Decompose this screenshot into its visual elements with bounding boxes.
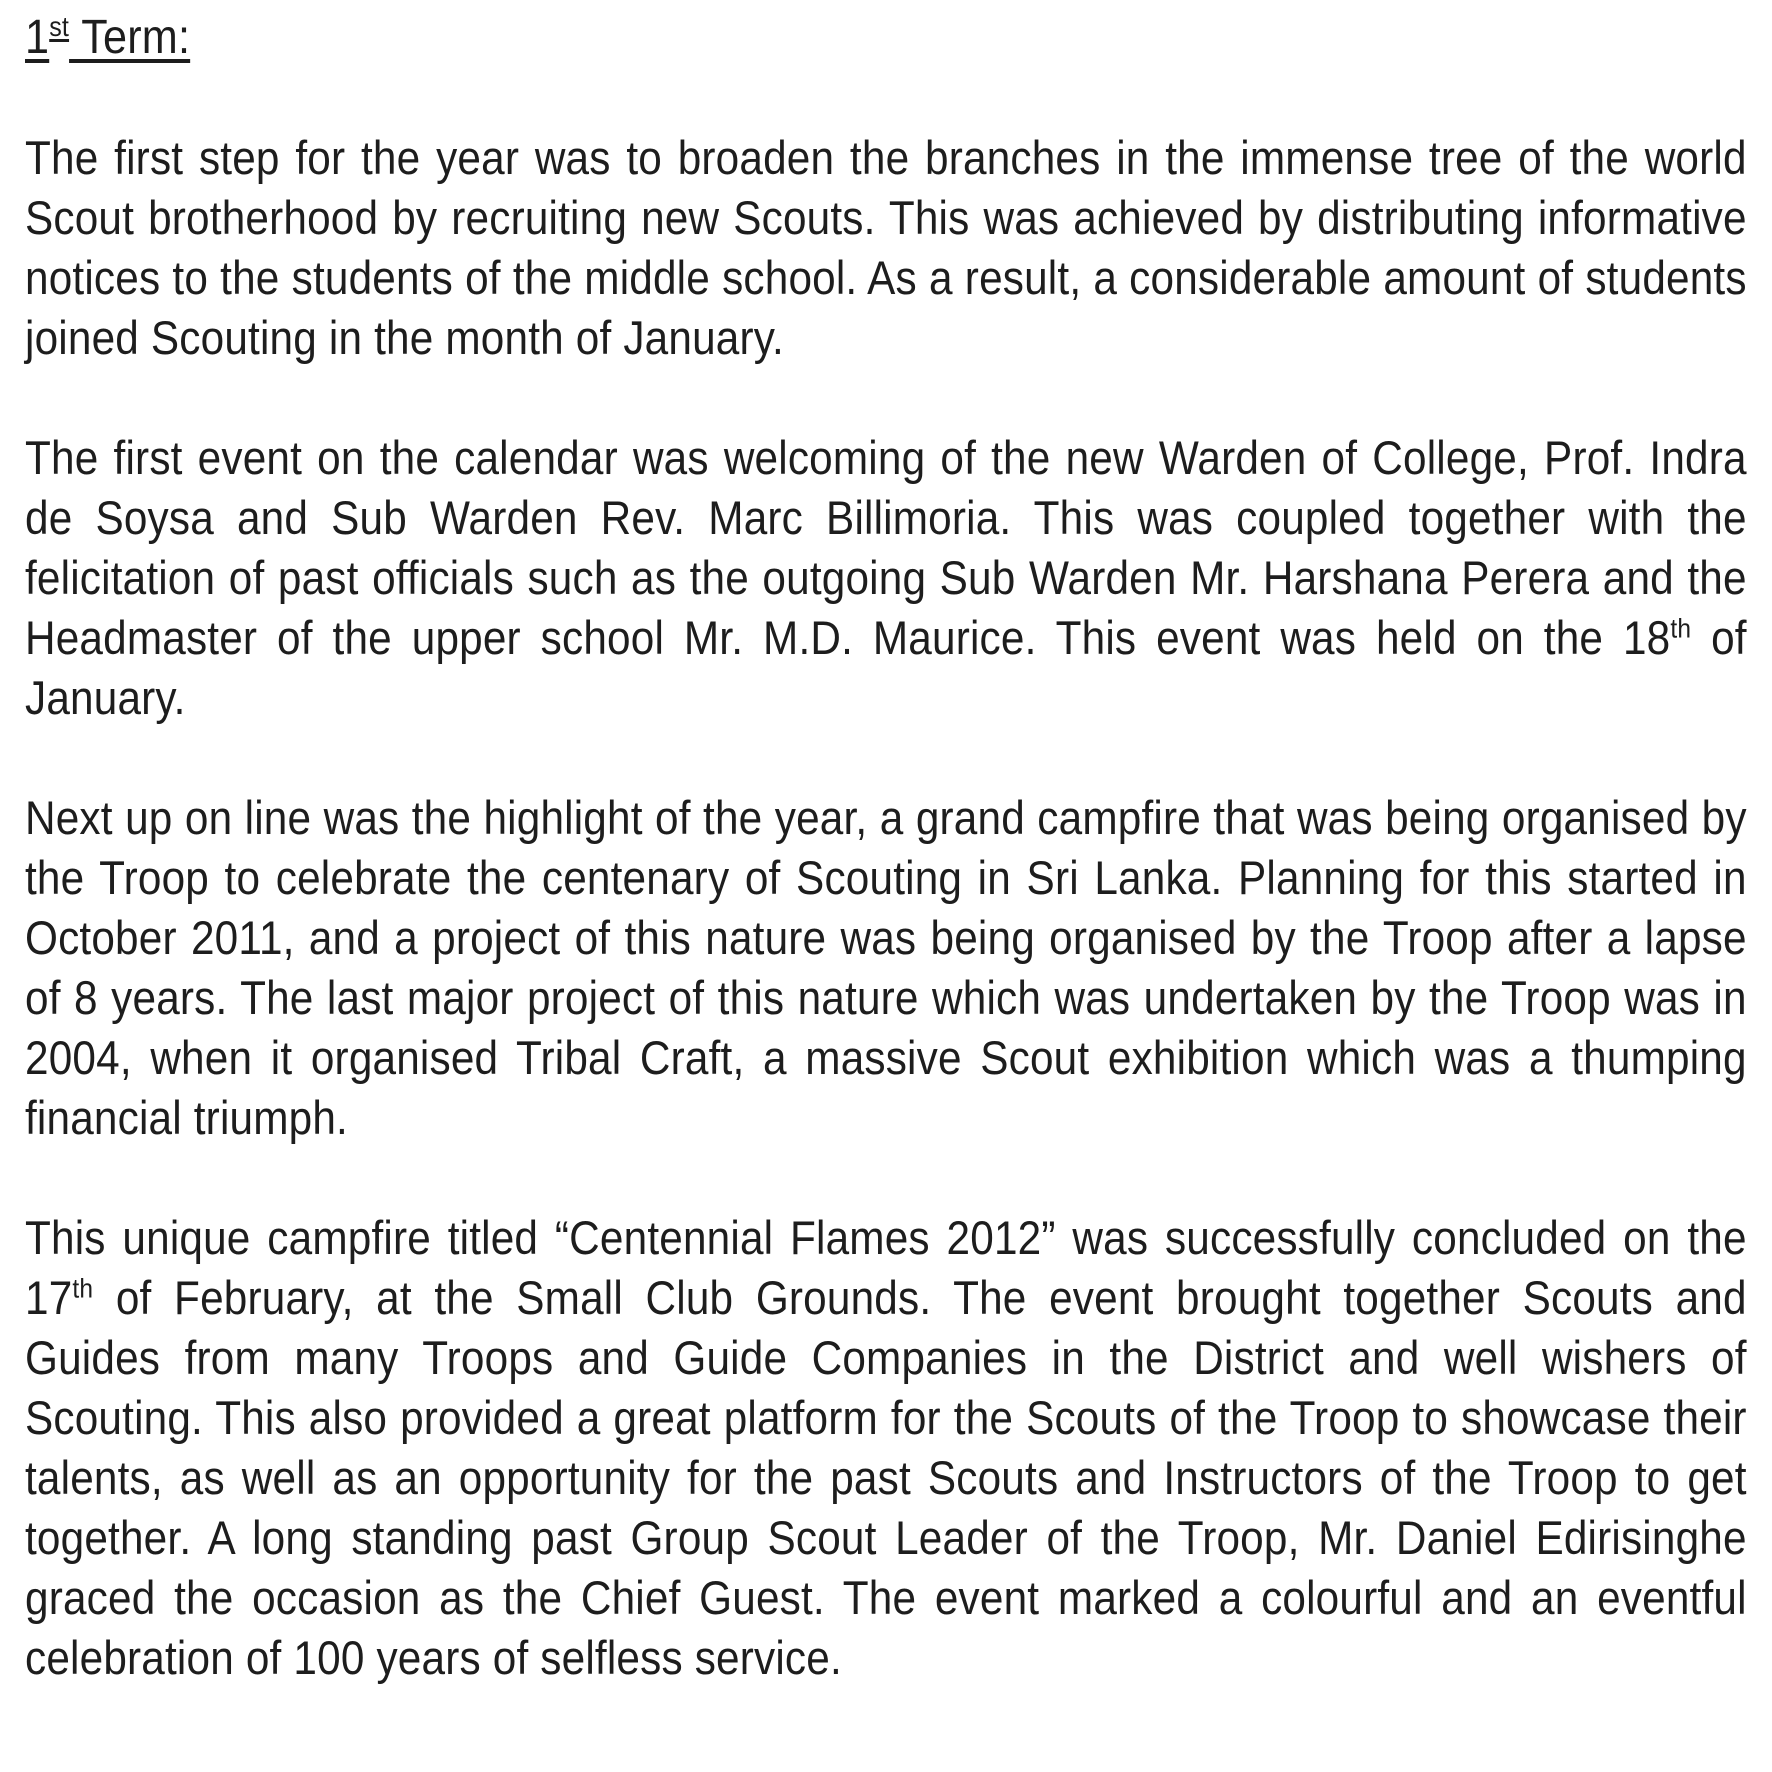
section-heading: [25, 8, 1747, 68]
ordinal-superscript: th: [1670, 612, 1692, 644]
paragraph: This unique campfire titled “Centennial Flames 2012” was successfully concluded on the 17th of February, at the Small Club Grounds. The event brought together Scouts and Guides from many Troops and Guide Companies in the District and well wishers of Scouting. This also provided a great platform for the Scouts of the Troop to showcase their talents, as well as an opportunity for the past Scouts and Instructors of the Troop to get together. A long standing past Group Scout Leader of the Troop, Mr. Daniel Edirisinghe graced the occasion as the Chief Guest. The event marked a colourful and an eventful celebration of 100 years of selfless service.: [25, 1211, 1747, 1684]
paragraph: Next up on line was the highlight of the year, a grand campfire that was being organised by the Troop to celebrate the centenary of Scouting in Sri Lanka. Planning for this started in October 2011, and a project of this nature was being organised by the Troop after a lapse of 8 years. The last major project of this nature which was undertaken by the Troop was in 2004, when it organised Tribal Craft, a massive Scout exhibition which was a thumping financial triumph.: [25, 791, 1747, 1144]
heading-number: 1: [25, 11, 50, 64]
heading-title: Term:: [69, 11, 191, 64]
ordinal-superscript: th: [72, 1272, 94, 1304]
document-content: [25, 8, 1747, 1688]
paragraph: The first event on the calendar was welcoming of the new Warden of College, Prof. Indra de Soysa and Sub Warden Rev. Marc Billimoria. This was coupled together with the felicitation of past officials such as the outgoing Sub Warden Mr. Harshana Perera and the Headmaster of the upper school Mr. M.D. Maurice. This event was held on the 18th of January.: [25, 431, 1747, 724]
paragraph: The first step for the year was to broaden the branches in the immense tree of the world Scout brotherhood by recruiting new Scouts. This was achieved by distributing informative notices to the students of the middle school. As a result, a considerable amount of students joined Scouting in the month of January.: [25, 131, 1747, 364]
heading-ordinal-superscript: st: [49, 11, 70, 42]
document-body: [25, 128, 1747, 1688]
